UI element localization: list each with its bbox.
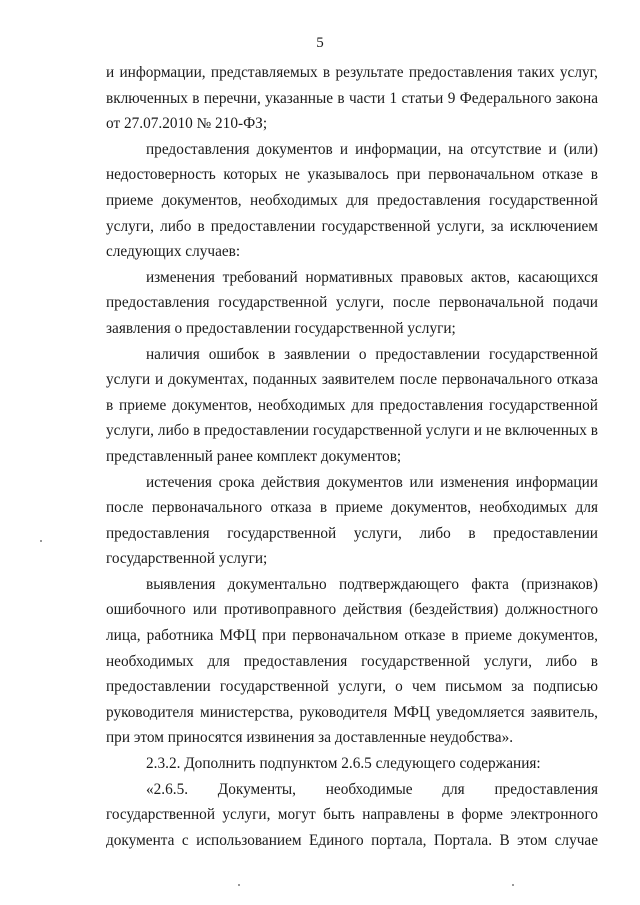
scan-speck [512,884,514,886]
paragraph-electronic-documents: «2.6.5. Документы, необходимые для предоставления государственной услуги, могут быть направлены в форме электронного документа с использованием Единого портала, Портала. В этом случае [106,780,598,849]
paragraph-documents-submission: предоставления документов и информации, на отсутствие и (или) недостоверность которых не указывалось при первоначальном отказе в приеме документов, необходимых для предоставления государственной услуги, либо в предоставлении государственной услуги, за исключением следующих случаев: [106,140,598,261]
page-number: 5 [316,35,324,51]
paragraph-continuation: и информации, представляемых в результате предоставления таких услуг, включенных в перечни, указанные в части 1 статьи 9 Федерального закона от 27.07.2010 № 210-ФЗ; [106,64,598,133]
scan-speck [238,884,240,886]
paragraph-application-errors: наличия ошибок в заявлении о предоставлении государственной услуги и документах, поданных заявителем после первоначального отказа в приеме документов, необходимых для предоставления государственной услуги, либо в предоставлении государственной услуги и не включенных в представленный ранее комплект документов; [106,345,598,465]
paragraph-amendment-heading: 2.3.2. Дополнить подпунктом 2.6.5 следующего содержания: [146,755,541,773]
paragraph-document-expiry: истечения срока действия документов или изменения информации после первоначального отказа в приеме документов, необходимых для предоставления государственной услуги, либо в предоставлении государственной услуги; [106,473,598,568]
paragraph-erroneous-action: выявления документально подтверждающего факта (признаков) ошибочного или противоправного действия (бездействия) должностного лица, работника МФЦ при первоначальном отказе в приеме документов, необходимых для предоставления государственной услуги, либо в предоставлении государственной услуги, о чем письмом за подписью руководителя министерства, руководителя МФЦ уведомляется заявитель, при этом приносятся извинения за доставленные неудобства». [106,575,598,747]
paragraph-legal-requirements-change: изменения требований нормативных правовых актов, касающихся предоставления государственной услуги, после первоначальной подачи заявления о предоставлении государственной услуги; [106,268,598,337]
scan-speck [40,540,42,542]
document-body [106,60,598,853]
